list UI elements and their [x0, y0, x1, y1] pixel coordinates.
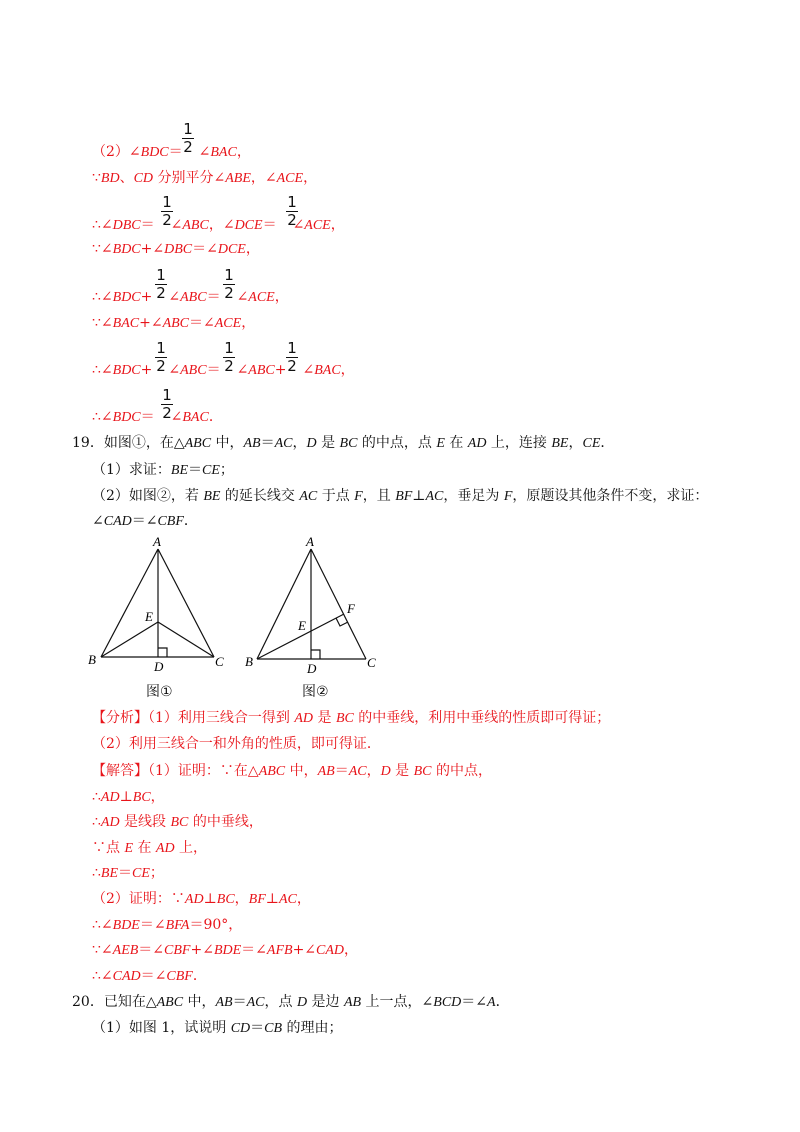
solution-line-1: 【解答】（1）证明：∵在△ABC 中，AB＝AC，D 是 BC 的中点， — [92, 763, 492, 779]
solution-line-5: ∴BE＝CE； — [92, 865, 164, 881]
question-20-stem: 20．已知在△ABC 中，AB＝AC，点 D 是边 AB 上一点，∠BCD＝∠A． — [72, 994, 510, 1010]
label-E: E — [298, 618, 306, 633]
proof-line-4: ∵∠BDC+∠DBC＝∠DCE， — [92, 241, 260, 257]
segment-AC — [311, 549, 366, 659]
analysis-line-2: （2）利用三线合一和外角的性质，即可得证． — [92, 736, 381, 752]
right-angle-mark — [158, 648, 167, 657]
proof-line-1: （2）∠BDC＝ ∠BAC， — [92, 144, 251, 160]
solution-line-3: ∴AD 是线段 BC 的中垂线， — [92, 814, 263, 830]
solution-line-9: ∴∠CAD＝∠CBF． — [92, 968, 207, 984]
segment-AB — [101, 549, 158, 657]
segment-BE — [101, 622, 158, 657]
question-20-part-1: （1）如图 1，试说明 CD＝CB 的理由； — [92, 1020, 343, 1036]
proof-line-3: ∴∠DBC＝ ∠ABC，∠DCE＝ ∠ACE， — [92, 217, 345, 233]
label-A: A — [153, 534, 161, 549]
figure-1-caption: 图① — [146, 684, 173, 700]
label-C: C — [215, 654, 224, 669]
solution-line-4: ∵点 E 在 AD 上， — [92, 840, 208, 856]
question-19-part-2-cont: ∠CAD＝∠CBF． — [92, 513, 198, 529]
label-D: D — [154, 659, 164, 674]
proof-line-8: ∴∠BDC＝ ∠BAC． — [92, 409, 223, 425]
label-D: D — [307, 661, 317, 676]
analysis-line-1: 【分析】（1）利用三线合一得到 AD 是 BC 的中垂线，利用中垂线的性质即可得证； — [92, 710, 611, 726]
right-angle-mark-D — [311, 650, 320, 659]
label-B: B — [245, 654, 253, 669]
figure-1 — [84, 530, 234, 680]
solution-line-2: ∴AD⊥BC， — [92, 789, 165, 805]
label-E: E — [145, 609, 153, 624]
label-B: B — [88, 652, 96, 667]
proof-line-5: ∴∠BDC+ ∠ABC＝ ∠ACE， — [92, 289, 289, 305]
segment-AC — [158, 549, 214, 657]
proof-line-7: ∴∠BDC+ ∠ABC＝ ∠ABC+ ∠BAC， — [92, 362, 355, 378]
label-C: C — [367, 655, 376, 670]
solution-line-6: （2）证明：∵AD⊥BC，BF⊥AC， — [92, 891, 311, 907]
question-19-part-2: （2）如图②，若 BE 的延长线交 AC 于点 F，且 BF⊥AC，垂足为 F，原题设其他条件不变，求证： — [92, 488, 709, 504]
proof-line-6: ∵∠BAC+∠ABC＝∠ACE， — [92, 315, 256, 331]
figure-2-caption: 图② — [302, 684, 329, 700]
question-19-part-1: （1）求证：BE＝CE； — [92, 462, 234, 478]
figure-2 — [244, 530, 394, 680]
label-F: F — [347, 601, 355, 616]
question-19-stem: 19．如图①，在△ABC 中，AB＝AC，D 是 BC 的中点，点 E 在 AD 上，连接 BE，CE． — [72, 435, 615, 451]
segment-AB — [257, 549, 311, 659]
solution-line-7: ∴∠BDE＝∠BFA＝90°， — [92, 917, 243, 933]
proof-line-2: ∵BD、CD 分别平分∠ABE，∠ACE， — [92, 170, 318, 186]
label-A: A — [306, 534, 314, 549]
solution-line-8: ∵∠AEB＝∠CBF+∠BDE＝∠AFB+∠CAD， — [92, 942, 359, 958]
